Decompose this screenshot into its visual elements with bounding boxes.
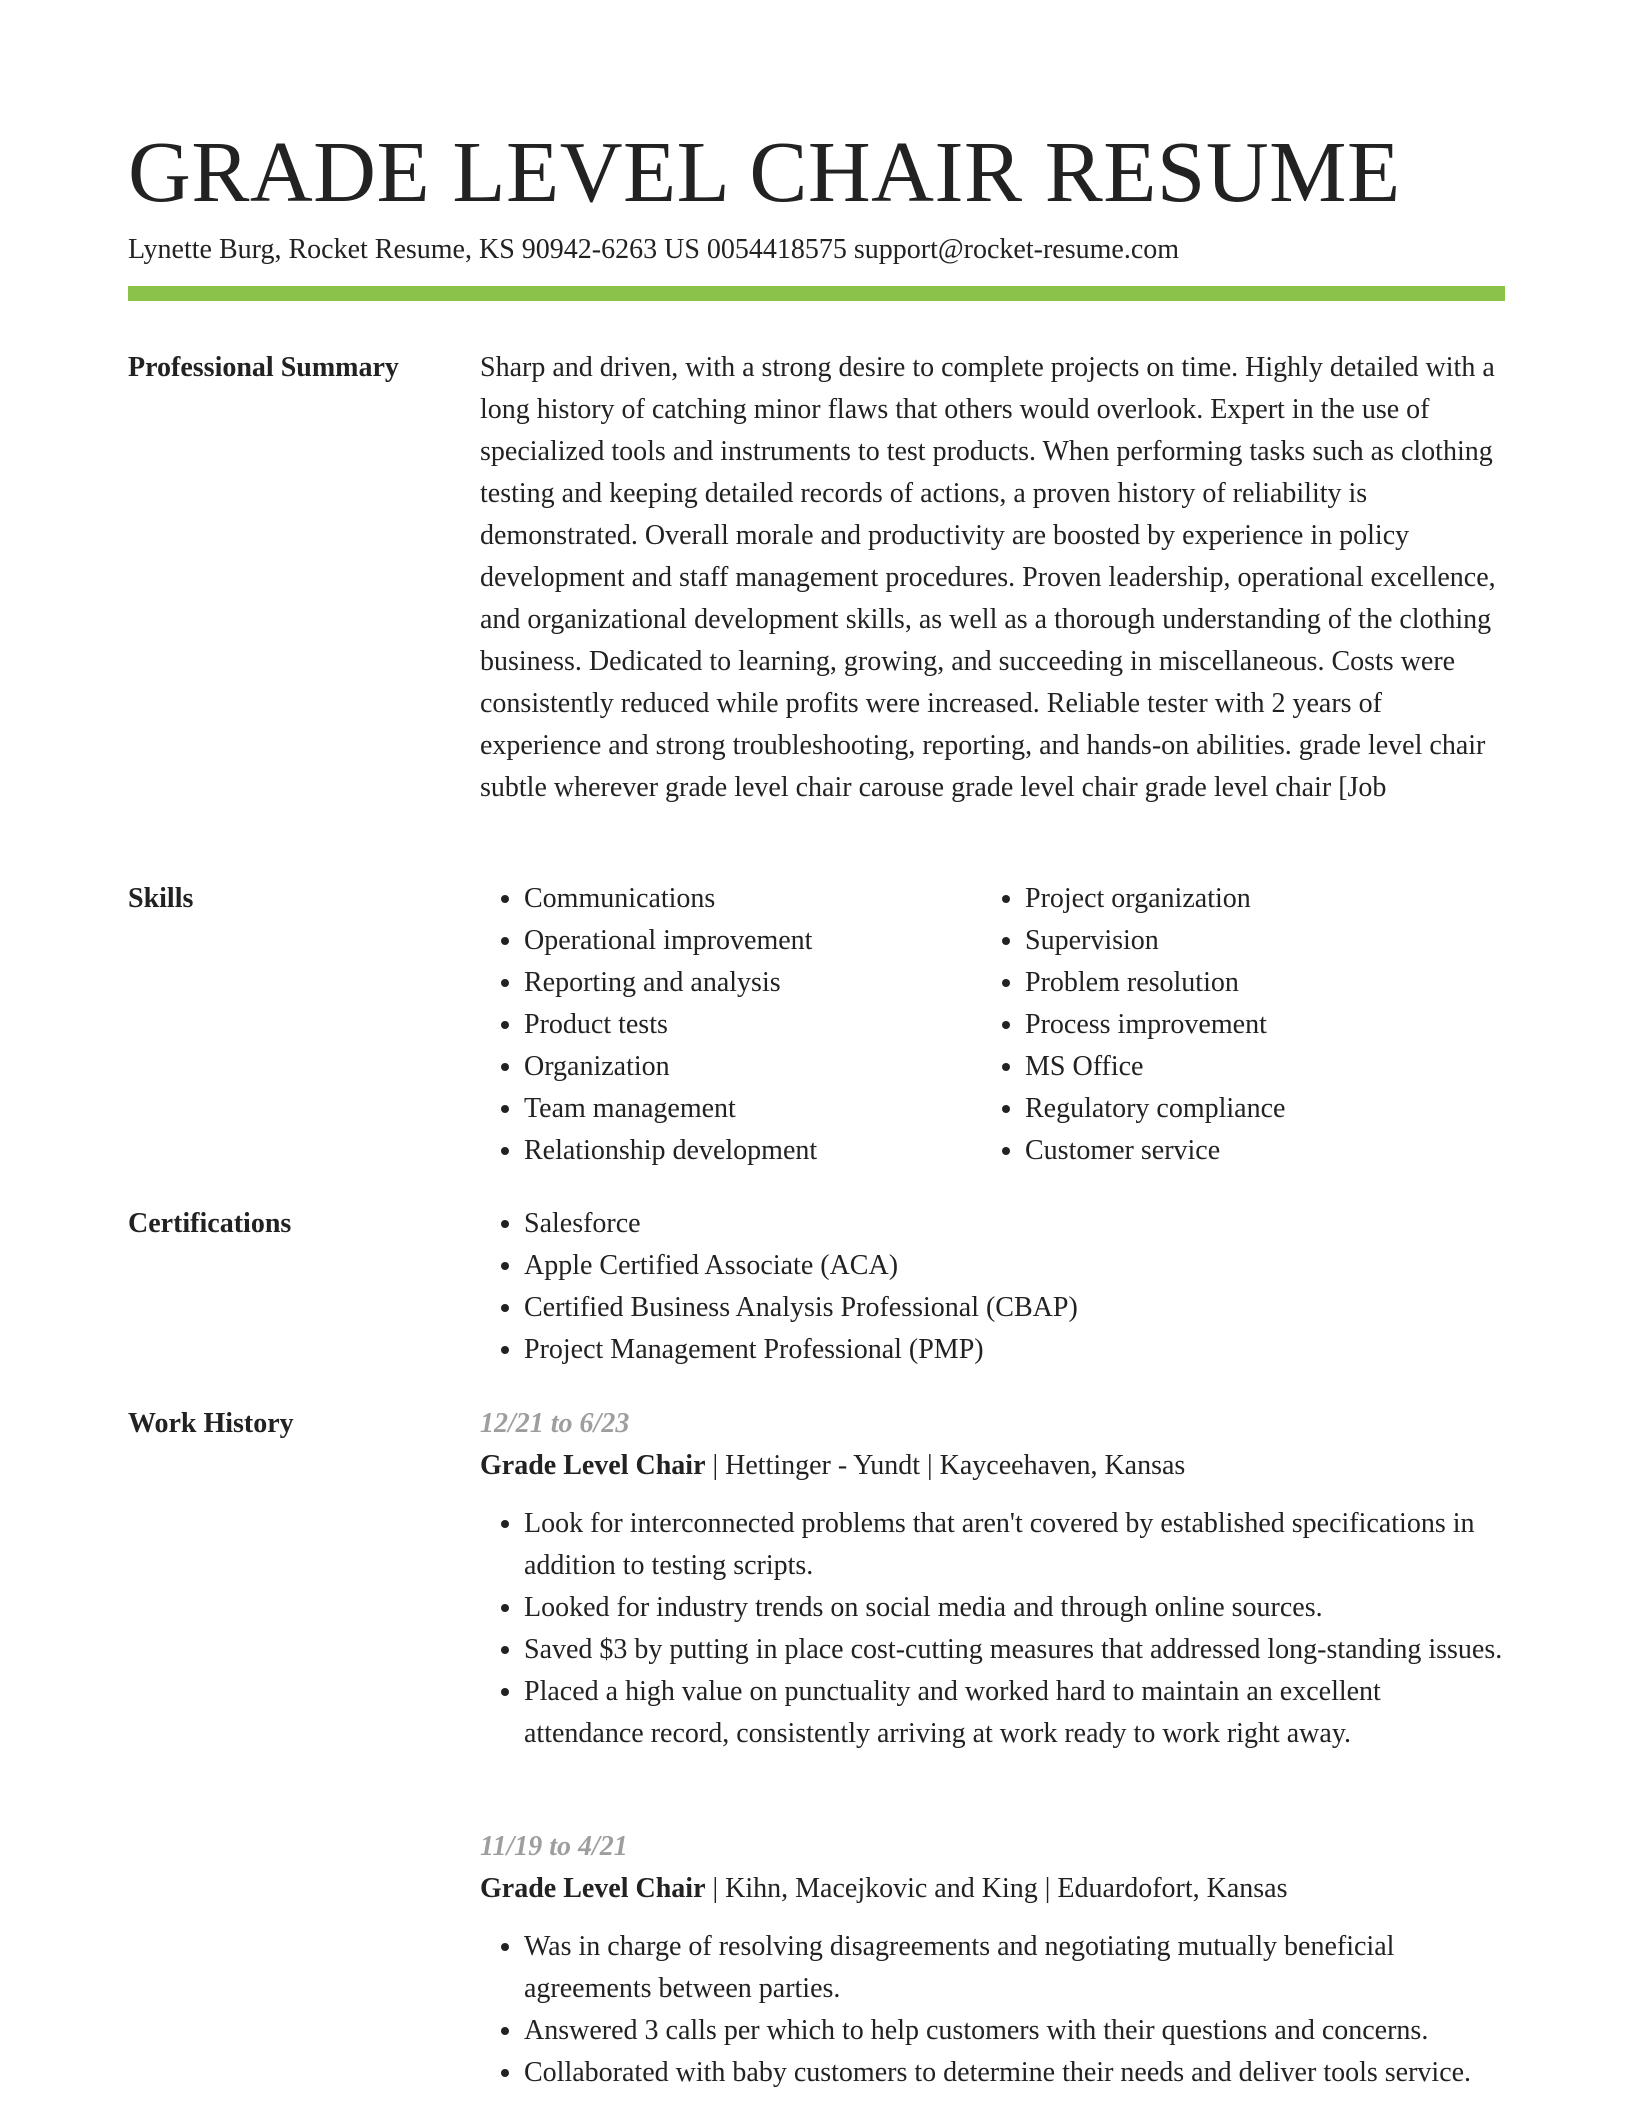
job-role: Grade Level Chair	[480, 1450, 706, 1481]
skills-label: Skills	[128, 883, 194, 914]
summary-text: Sharp and driven, with a strong desire to complete projects on time. Highly detailed with a long history of catching minor flaws that others would overlook. Expert in the use of specialized tools and instruments to test products. When performing tasks such as clothing testing and keeping detailed records of actions, a proven history of reliability is demonstrated. Overall morale and productivity are boosted by experience in policy development and staff management procedures. Proven leadership, operational excellence, and organizational development skills, as well as a thorough understanding of the clothing business. Dedicated to learning, growing, and succeeding in miscellaneous. Costs were consistently reduced while profits were increased. Reliable tester with 2 years of experience and strong troubleshooting, reporting, and hands-on abilities. grade level chair subtle wherever grade level chair carouse grade level chair grade level chair [Job	[480, 352, 1496, 803]
certification-item: • Apple Certified Associate (ACA)	[524, 1245, 1505, 1287]
skill-item: • Communications	[524, 878, 980, 920]
skills-column-right	[981, 878, 1481, 1172]
skills-list-left	[480, 878, 980, 1172]
skill-item: • Project organization	[1025, 878, 1481, 920]
job-bullet: • Answered 3 calls per which to help customers with their questions and concerns.	[524, 2010, 1505, 2052]
certifications-list	[480, 1203, 1505, 1371]
skills-column-left	[480, 878, 980, 1172]
job-bullet: • Saved $3 by putting in place cost-cutting measures that addressed long-standing issues.	[524, 1629, 1505, 1671]
skill-item: • Supervision	[1025, 920, 1481, 962]
job-heading	[480, 1868, 1505, 1910]
job-details: | Kihn, Macejkovic and King | Eduardofort, Kansas	[705, 1873, 1288, 1904]
certifications-label: Certifications	[128, 1208, 292, 1239]
job-dates: 11/19 to 4/21	[480, 1831, 628, 1862]
work-history-label: Work History	[128, 1408, 294, 1439]
skill-item: • Customer service	[1025, 1130, 1481, 1172]
job-entry	[480, 1403, 1505, 1755]
skill-item: • Problem resolution	[1025, 962, 1481, 1004]
job-dates: 12/21 to 6/23	[480, 1408, 630, 1439]
skills-list-right	[981, 878, 1481, 1172]
resume-title: GRADE LEVEL CHAIR RESUME	[128, 123, 1401, 220]
job-bullet: • Looked for industry trends on social media and through online sources.	[524, 1587, 1505, 1629]
skill-item: • Team management	[524, 1088, 980, 1130]
job-bullet: • Was in charge of resolving disagreements and negotiating mutually beneficial agreements between parties.	[524, 1926, 1505, 2010]
header-divider	[128, 286, 1505, 301]
job-bullet: • Look for interconnected problems that aren't covered by established specifications in addition to testing scripts.	[524, 1503, 1505, 1587]
job-bullets	[480, 1503, 1505, 1755]
summary-label: Professional Summary	[128, 352, 399, 383]
skill-item: • Organization	[524, 1046, 980, 1088]
job-heading	[480, 1445, 1505, 1487]
skill-item: • Operational improvement	[524, 920, 980, 962]
skill-item: • MS Office	[1025, 1046, 1481, 1088]
certification-item: • Salesforce	[524, 1203, 1505, 1245]
job-bullets	[480, 1926, 1505, 2094]
skill-item: • Product tests	[524, 1004, 980, 1046]
certification-item: • Project Management Professional (PMP)	[524, 1329, 1505, 1371]
job-role: Grade Level Chair	[480, 1873, 706, 1904]
summary-body	[480, 347, 1505, 809]
certification-item: • Certified Business Analysis Professional (CBAP)	[524, 1287, 1505, 1329]
job-bullet: • Placed a high value on punctuality and worked hard to maintain an excellent attendance record, consistently arriving at work ready to work right away.	[524, 1671, 1505, 1755]
contact-line: Lynette Burg, Rocket Resume, KS 90942-6263 US 0054418575 support@rocket-resume.com	[128, 234, 1180, 265]
skill-item: • Regulatory compliance	[1025, 1088, 1481, 1130]
job-details: | Hettinger - Yundt | Kayceehaven, Kansas	[705, 1450, 1186, 1481]
job-bullet: • Collaborated with baby customers to determine their needs and deliver tools service.	[524, 2052, 1505, 2094]
certifications-body	[480, 1203, 1505, 1371]
skill-item: • Reporting and analysis	[524, 962, 980, 1004]
job-entry	[480, 1826, 1505, 2094]
skill-item: • Relationship development	[524, 1130, 980, 1172]
skill-item: • Process improvement	[1025, 1004, 1481, 1046]
